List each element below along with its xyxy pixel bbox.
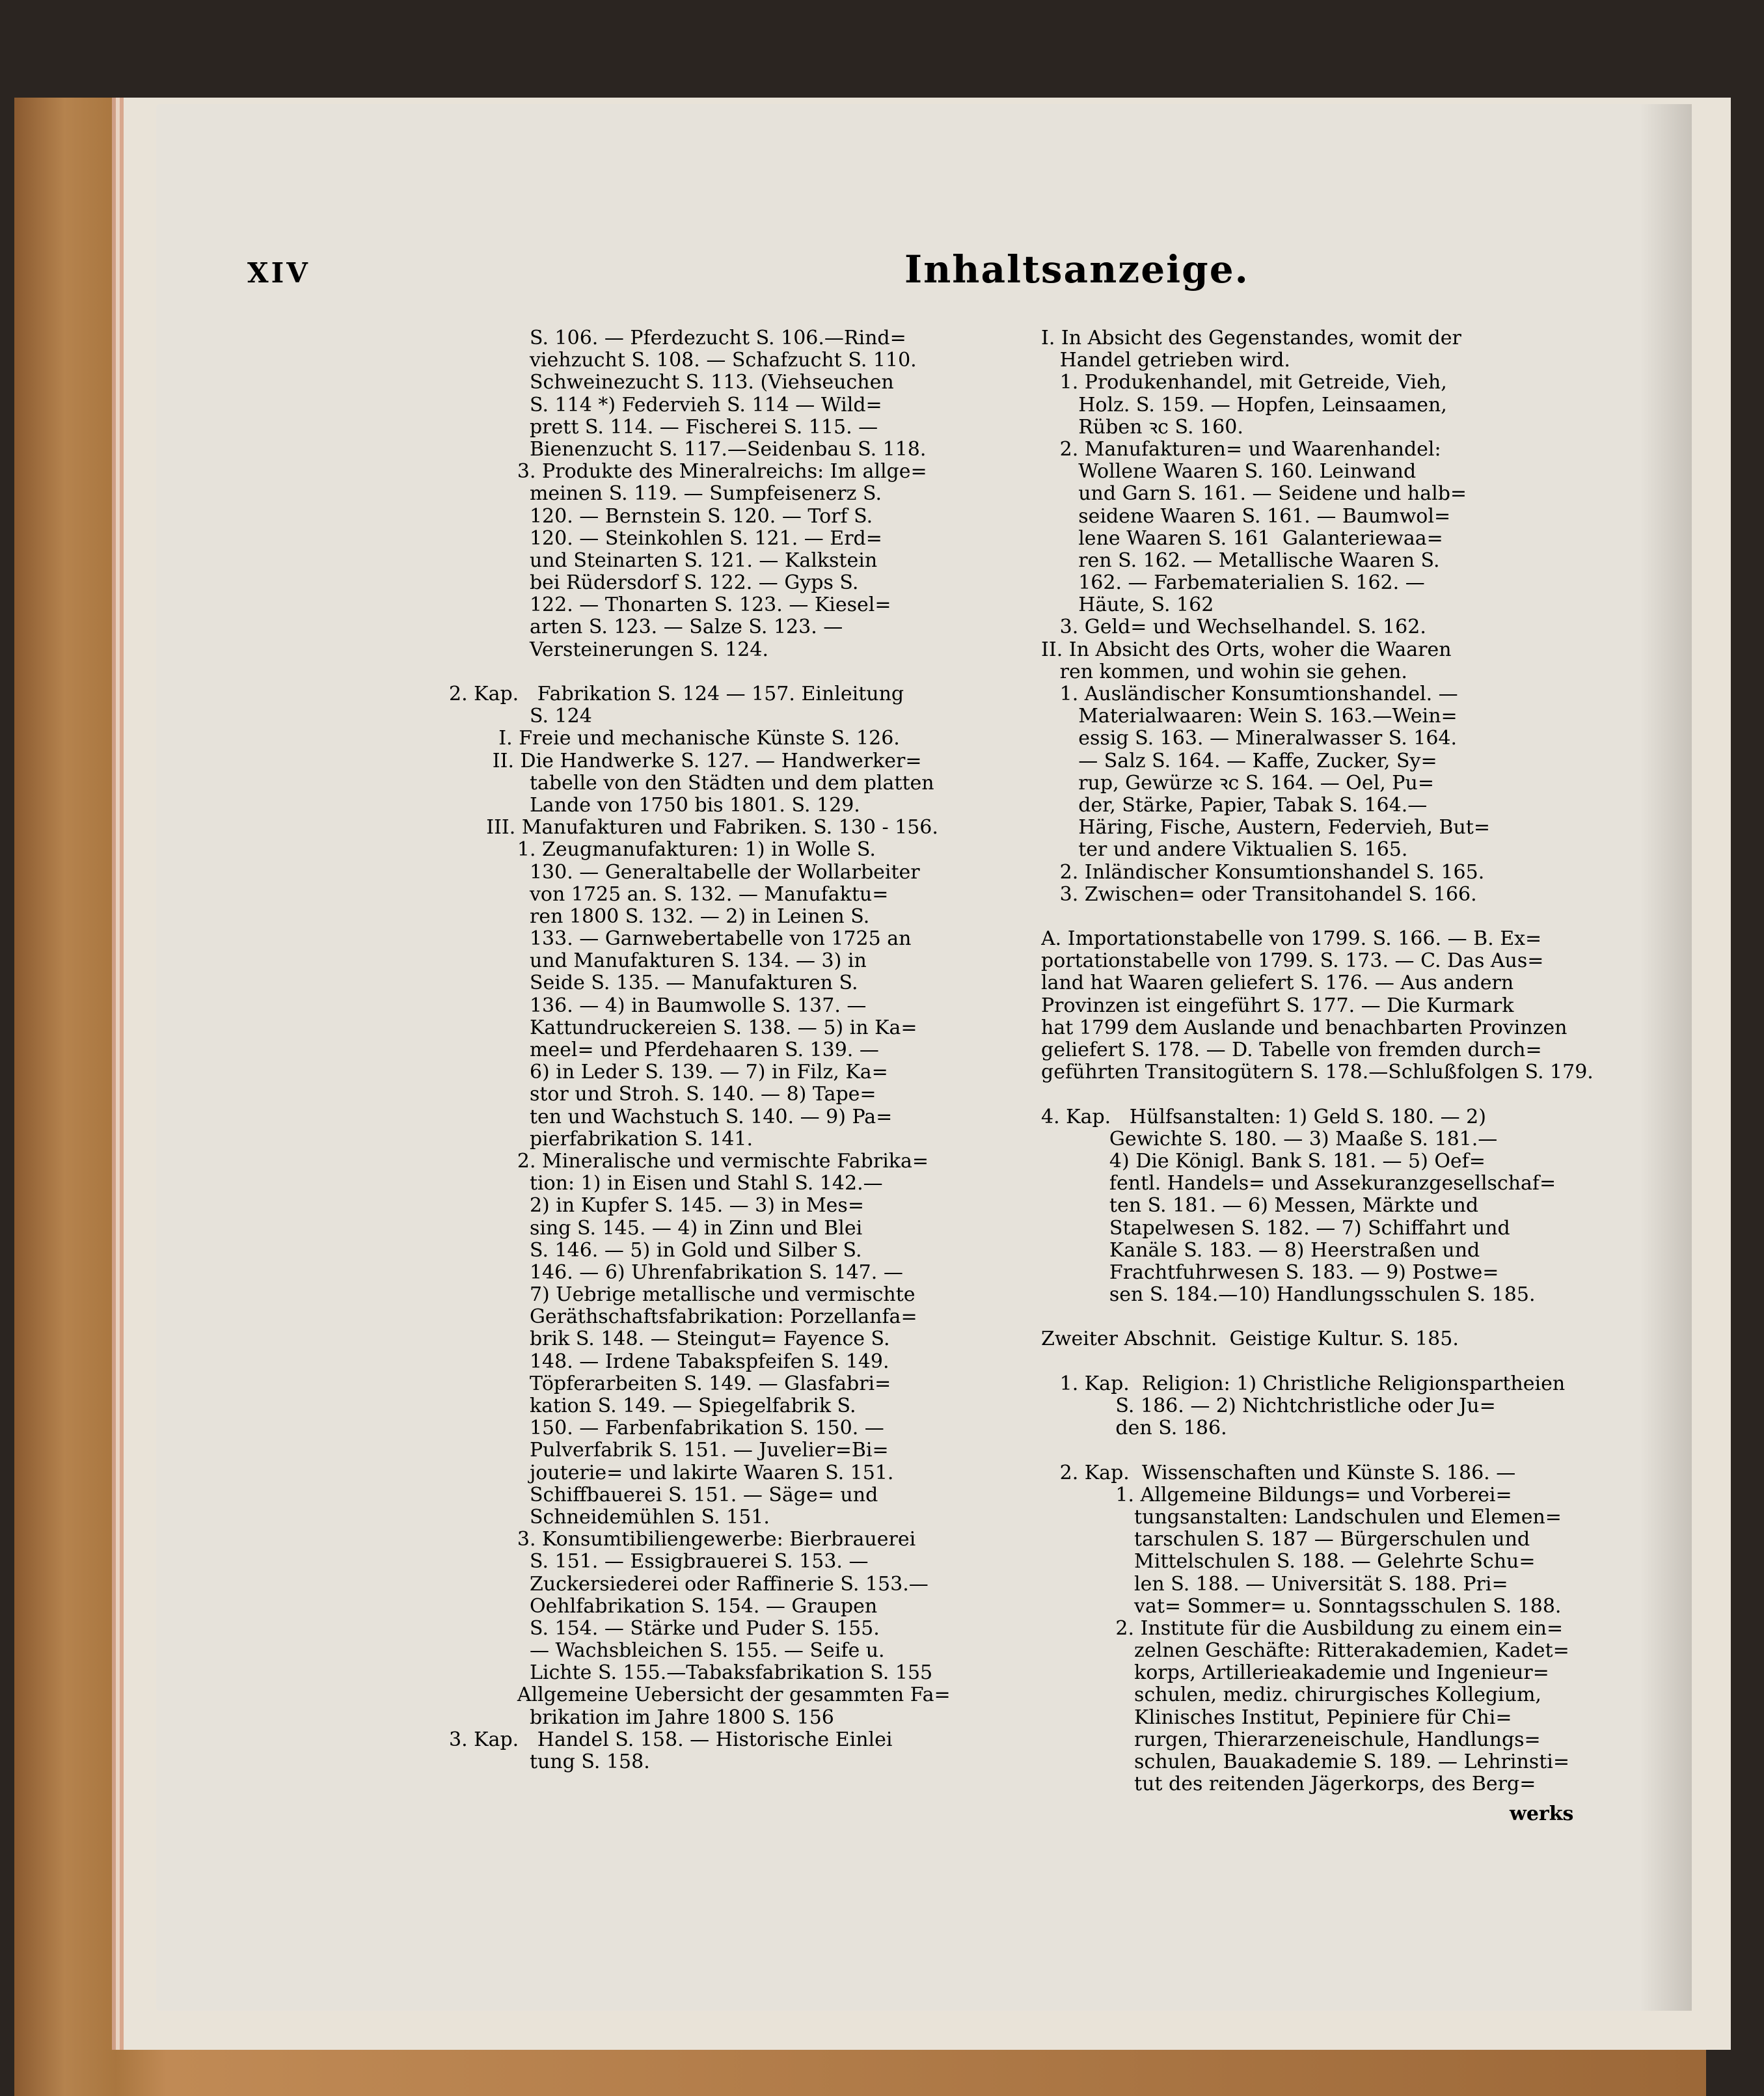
toc-line: tung S. 158. (449, 1751, 650, 1773)
toc-line: Pulverfabrik S. 151. — Juvelier=Bi= (449, 1439, 889, 1462)
toc-line (1041, 1351, 1601, 1373)
toc-line: 150. — Farbenfabrikation S. 150. — (449, 1417, 884, 1440)
toc-line: land hat Waaren geliefert S. 176. — Aus andern (1041, 972, 1514, 995)
toc-line (449, 661, 1054, 683)
toc-line: schulen, Bauakademie S. 189. — Lehrinsti= (1041, 1751, 1569, 1773)
toc-line: und Manufakturen S. 134. — 3) in (449, 950, 867, 973)
toc-line: 2) in Kupfer S. 145. — 3) in Mes= (449, 1195, 864, 1218)
toc-line: I. Freie und mechanische Künste S. 126. (449, 728, 900, 750)
toc-line: ten S. 181. — 6) Messen, Märkte und (1041, 1195, 1479, 1218)
toc-line: 1. Kap. Religion: 1) Christliche Religionspartheien (1041, 1372, 1566, 1395)
toc-line: Holz. S. 159. — Hopfen, Leinsaamen, (1041, 394, 1447, 416)
toc-line: hat 1799 dem Auslande und benachbarten Provinzen (1041, 1016, 1567, 1039)
toc-line: Stapelwesen S. 182. — 7) Schiffahrt und (1041, 1217, 1510, 1240)
toc-line: 120. — Bernstein S. 120. — Torf S. (449, 505, 873, 528)
toc-line: S. 186. — 2) Nichtchristliche oder Ju= (1041, 1395, 1496, 1417)
toc-line: sing S. 145. — 4) in Zinn und Blei (449, 1217, 863, 1240)
toc-line: tarschulen S. 187 — Bürgerschulen und (1041, 1529, 1530, 1551)
toc-line: tut des reitenden Jägerkorps, des Berg= (1041, 1773, 1536, 1796)
toc-line: 3. Produkte des Mineralreichs: Im allge= (449, 461, 927, 483)
toc-line: 3. Zwischen= oder Transitohandel S. 166. (1041, 883, 1477, 906)
toc-line: pierfabrikation S. 141. (449, 1128, 753, 1150)
toc-line: II. In Absicht des Orts, woher die Waaren (1041, 638, 1452, 661)
toc-line: I. In Absicht des Gegenstandes, womit der (1041, 327, 1461, 349)
toc-line: 1. Produkenhandel, mit Getreide, Vieh, (1041, 372, 1447, 394)
toc-line: 136. — 4) in Baumwolle S. 137. — (449, 994, 867, 1017)
toc-line: 120. — Steinkohlen S. 121. — Erd= (449, 527, 882, 550)
toc-line: S. 154. — Stärke und Puder S. 155. (449, 1617, 880, 1640)
toc-line: brik S. 148. — Steingut= Fayence S. (449, 1328, 890, 1351)
toc-line: 122. — Thonarten S. 123. — Kiesel= (449, 594, 891, 617)
toc-line: Rüben ꝛc S. 160. (1041, 416, 1243, 439)
toc-line: 2. Inländischer Konsumtionshandel S. 165. (1041, 861, 1485, 884)
toc-line: Handel getrieben wird. (1041, 349, 1290, 372)
toc-line: seidene Waaren S. 161. — Baumwol= (1041, 505, 1451, 528)
toc-line: portationstabelle von 1799. S. 173. — C. Das Aus= (1041, 950, 1544, 973)
toc-line: ter und andere Viktualien S. 165. (1041, 839, 1408, 862)
toc-line: ten und Wachstuch S. 140. — 9) Pa= (449, 1106, 893, 1128)
toc-line: der, Stärke, Papier, Tabak S. 164.— (1041, 794, 1428, 817)
toc-line: Schneidemühlen S. 151. (449, 1506, 770, 1529)
toc-line: Provinzen ist eingeführt S. 177. — Die Kurmark (1041, 994, 1514, 1017)
toc-line: S. 124 (449, 705, 592, 728)
toc-line: 2. Institute für die Ausbildung zu einem ein= (1041, 1617, 1564, 1640)
toc-line: Zuckersiederei oder Raffinerie S. 153.— (449, 1573, 929, 1596)
toc-line: S. 151. — Essigbrauerei S. 153. — (449, 1551, 869, 1573)
toc-line: 3. Geld= und Wechselhandel. S. 162. (1041, 616, 1426, 639)
toc-line (1041, 1439, 1601, 1462)
toc-line: — Salz S. 164. — Kaffe, Zucker, Sy= (1041, 750, 1437, 772)
toc-line: lene Waaren S. 161 Galanteriewaa= (1041, 527, 1443, 550)
toc-line: Oehlfabrikation S. 154. — Graupen (449, 1595, 878, 1618)
toc-line: Klinisches Institut, Pepiniere für Chi= (1041, 1706, 1512, 1729)
toc-line: 1. Allgemeine Bildungs= und Vorberei= (1041, 1484, 1512, 1506)
toc-line: und Steinarten S. 121. — Kalkstein (449, 549, 878, 572)
page-gutter-shadow (1640, 104, 1692, 2011)
toc-line: Häring, Fische, Austern, Federvieh, But= (1041, 817, 1490, 839)
toc-line: stor und Stroh. S. 140. — 8) Tape= (449, 1083, 876, 1106)
toc-line: 7) Uebrige metallische und vermischte (449, 1284, 916, 1307)
toc-line: schulen, mediz. chirurgisches Kollegium, (1041, 1684, 1541, 1707)
toc-line: 2. Mineralische und vermischte Fabrika= (449, 1150, 929, 1173)
toc-line: ren S. 162. — Metallische Waaren S. (1041, 549, 1440, 572)
toc-line: meinen S. 119. — Sumpfeisenerz S. (449, 483, 882, 506)
toc-line: meel= und Pferdehaaren S. 139. — (449, 1039, 879, 1061)
toc-line: geführten Transitogütern S. 178.—Schlußfolgen S. 179. (1041, 1061, 1594, 1084)
toc-line (1041, 1083, 1601, 1106)
toc-line: II. Die Handwerke S. 127. — Handwerker= (449, 750, 922, 772)
toc-line: von 1725 an. S. 132. — Manufaktu= (449, 883, 889, 906)
toc-line: 6) in Leder S. 139. — 7) in Filz, Ka= (449, 1061, 888, 1084)
toc-line: essig S. 163. — Mineralwasser S. 164. (1041, 728, 1458, 750)
toc-line: sen S. 184.—10) Handlungsschulen S. 185. (1041, 1284, 1536, 1307)
toc-line (1041, 906, 1601, 928)
toc-line: A. Importationstabelle von 1799. S. 166. — B. Ex= (1041, 928, 1542, 951)
toc-line: Frachtfuhrwesen S. 183. — 9) Postwe= (1041, 1261, 1499, 1284)
toc-line: tion: 1) in Eisen und Stahl S. 142.— (449, 1173, 883, 1195)
toc-line: Materialwaaren: Wein S. 163.—Wein= (1041, 705, 1458, 728)
toc-line: prett S. 114. — Fischerei S. 115. — (449, 416, 878, 439)
toc-line: 162. — Farbematerialien S. 162. — (1041, 572, 1425, 595)
toc-line: bei Rüdersdorf S. 122. — Gyps S. (449, 572, 859, 595)
catchword: werks (1510, 1803, 1574, 1825)
toc-line (1041, 1306, 1601, 1328)
toc-line: 1. Ausländischer Konsumtionshandel. — (1041, 683, 1458, 705)
toc-line: brikation im Jahre 1800 S. 156 (449, 1706, 834, 1729)
toc-line: zelnen Geschäfte: Ritterakademien, Kadet= (1041, 1640, 1569, 1663)
toc-line: 133. — Garnwebertabelle von 1725 an (449, 928, 912, 951)
page-number: XIV (247, 257, 310, 289)
right-column (1041, 327, 1601, 1795)
toc-line: Schweinezucht S. 113. (Viehseuchen (449, 372, 894, 394)
toc-line: Kattundruckereien S. 138. — 5) in Ka= (449, 1016, 917, 1039)
toc-line: jouterie= und lakirte Waaren S. 151. (449, 1462, 894, 1484)
toc-line: Gewichte S. 180. — 3) Maaße S. 181.— (1041, 1128, 1498, 1150)
toc-line: rurgen, Thierarzeneischule, Handlungs= (1041, 1728, 1541, 1751)
toc-line: 148. — Irdene Tabakspfeifen S. 149. (449, 1350, 889, 1373)
toc-line: und Garn S. 161. — Seidene und halb= (1041, 483, 1467, 506)
toc-line: korps, Artillerieakademie und Ingenieur= (1041, 1662, 1549, 1685)
toc-line: S. 114 *) Federvieh S. 114 — Wild= (449, 394, 882, 416)
toc-line: III. Manufakturen und Fabriken. S. 130 - 156. (449, 817, 938, 839)
toc-line: Geräthschaftsfabrikation: Porzellanfa= (449, 1306, 917, 1329)
toc-line: Bienenzucht S. 117.—Seidenbau S. 118. (449, 438, 927, 461)
toc-line: S. 106. — Pferdezucht S. 106.—Rind= (449, 327, 906, 349)
toc-line: 3. Kap. Handel S. 158. — Historische Einlei (449, 1728, 893, 1751)
toc-line: 146. — 6) Uhrenfabrikation S. 147. — (449, 1261, 903, 1284)
toc-line: 2. Kap. Fabrikation S. 124 — 157. Einleitung (449, 683, 904, 705)
toc-line: 4) Die Königl. Bank S. 181. — 5) Oef= (1041, 1150, 1486, 1173)
toc-line: Häute, S. 162 (1041, 594, 1214, 617)
left-column (449, 327, 1054, 1773)
toc-line: Versteinerungen S. 124. (449, 638, 769, 661)
toc-line: viehzucht S. 108. — Schafzucht S. 110. (449, 349, 917, 372)
toc-line: len S. 188. — Universität S. 188. Pri= (1041, 1573, 1508, 1596)
page-title: Inhaltsanzeige. (904, 247, 1249, 292)
toc-line: tabelle von den Städten und dem platten (449, 772, 934, 795)
toc-line: rup, Gewürze ꝛc S. 164. — Oel, Pu= (1041, 772, 1434, 795)
toc-line: vat= Sommer= u. Sonntagsschulen S. 188. (1041, 1595, 1562, 1618)
toc-line: Zweiter Abschnit. Geistige Kultur. S. 185. (1041, 1328, 1459, 1351)
toc-line: ren kommen, und wohin sie gehen. (1041, 660, 1407, 683)
toc-line: Schiffbauerei S. 151. — Säge= und (449, 1484, 878, 1506)
toc-line: — Wachsbleichen S. 155. — Seife u. (449, 1640, 885, 1663)
toc-line: 2. Kap. Wissenschaften und Künste S. 186. — (1041, 1462, 1516, 1484)
toc-line: Wollene Waaren S. 160. Leinwand (1041, 461, 1417, 483)
toc-line: kation S. 149. — Spiegelfabrik S. (449, 1395, 856, 1417)
toc-line: Allgemeine Uebersicht der gesammten Fa= (449, 1684, 951, 1707)
toc-line: Lichte S. 155.—Tabaksfabrikation S. 155 (449, 1662, 933, 1685)
toc-line: ren 1800 S. 132. — 2) in Leinen S. (449, 905, 870, 928)
toc-line: Töpferarbeiten S. 149. — Glasfabri= (449, 1372, 891, 1395)
toc-line: S. 146. — 5) in Gold und Silber S. (449, 1239, 862, 1262)
toc-line: fentl. Handels= und Assekuranzgesellschaf= (1041, 1173, 1556, 1195)
toc-line: Mittelschulen S. 188. — Gelehrte Schu= (1041, 1551, 1536, 1573)
toc-line: Kanäle S. 183. — 8) Heerstraßen und (1041, 1239, 1480, 1262)
toc-line: 2. Manufakturen= und Waarenhandel: (1041, 438, 1441, 461)
toc-line: 1. Zeugmanufakturen: 1) in Wolle S. (449, 839, 876, 862)
toc-line: 3. Konsumtibiliengewerbe: Bierbrauerei (449, 1529, 916, 1551)
toc-line: tungsanstalten: Landschulen und Elemen= (1041, 1506, 1562, 1529)
toc-line: Seide S. 135. — Manufakturen S. (449, 972, 858, 995)
toc-line: 4. Kap. Hülfsanstalten: 1) Geld S. 180. — 2) (1041, 1106, 1486, 1128)
toc-line: 130. — Generaltabelle der Wollarbeiter (449, 861, 920, 884)
toc-line: geliefert S. 178. — D. Tabelle von fremden durch= (1041, 1039, 1542, 1061)
toc-line: arten S. 123. — Salze S. 123. — (449, 616, 843, 639)
toc-line: den S. 186. (1041, 1417, 1227, 1440)
toc-line: Lande von 1750 bis 1801. S. 129. (449, 794, 860, 817)
